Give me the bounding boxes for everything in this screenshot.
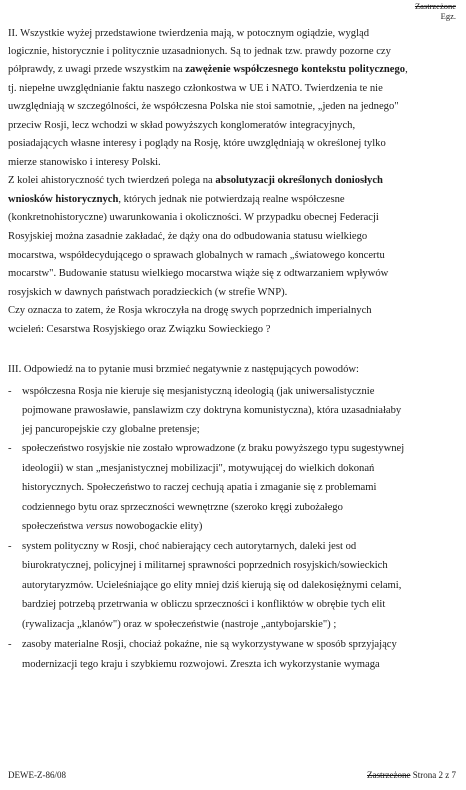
text-run: posiadających własne interesy i poglądy na Rosję, które uwzględniają w określonej tylko: [8, 138, 386, 149]
section-3-line: [8, 362, 359, 378]
text-run: wniosków historycznych: [8, 194, 119, 205]
text-run: system polityczny w Rosji, choć nabierający cech autorytarnych, daleki jest od: [22, 541, 357, 552]
text-run: bardziej potrzebą przetrwania w obliczu sprzeczności i konfliktów w obrębie tych elit: [22, 599, 386, 610]
text-run: przeciw Rosji, lecz wchodzi w skład powyższych konglomeratów integracyjnych,: [8, 120, 356, 131]
text-run: (rywalizacja „klanów") oraz w społeczeństwie (nastroje „antybojarskie") ;: [22, 619, 337, 630]
section-2-line: [8, 322, 270, 338]
section-3-line: [22, 461, 374, 477]
section-2-line: [8, 229, 367, 245]
section-2-line: [8, 155, 161, 171]
section-2-line: [8, 266, 388, 282]
list-dash: [8, 539, 12, 555]
text-run: , których jednak nie potwierdzają realne współczesne: [118, 194, 345, 205]
text-run: -: [8, 541, 12, 552]
text-run: wcieleń: Cesarstwa Rosyjskiego oraz Związku Sowieckiego ?: [8, 324, 271, 335]
text-run: historycznych. Społeczeństwo to raczej cechują apatia i zmaganie się z problemami: [22, 482, 377, 493]
section-2-line: [8, 285, 287, 301]
section-2-line: [8, 118, 355, 134]
footer-classification: Zastrzeżone: [367, 770, 411, 780]
section-3-line: [22, 578, 401, 594]
text-run: -: [8, 639, 12, 650]
list-dash: [8, 441, 12, 457]
text-run: mocarstw". Budowanie statusu wielkiego mocarstwa wiąże się z odtwarzaniem wpływów: [8, 268, 389, 279]
section-2-line: [8, 173, 383, 189]
section-3-line: [22, 500, 343, 516]
text-run: półprawdy, z uwagi przede wszystkim na: [8, 64, 186, 75]
section-2-line: [8, 248, 385, 264]
text-run: -: [8, 443, 12, 454]
section-3-line: [22, 384, 374, 400]
list-dash: [8, 637, 12, 653]
section-3-line: [22, 558, 388, 574]
section-3-line: [22, 637, 397, 653]
text-run: zasoby materialne Rosji, chociaż pokaźne, nie są wykorzystywane w sposób sprzyjający: [22, 639, 397, 650]
section-3-line: [22, 539, 356, 555]
text-run: nowobogackie elity): [112, 521, 203, 532]
section-2-line: [8, 26, 369, 42]
section-2-line: [8, 210, 379, 226]
section-3-line: [22, 597, 385, 613]
text-run: autorytaryzmów. Ucieleśniające go elity mniej dziś kierują się od dalekosiężnymi celami,: [22, 580, 402, 591]
text-run: mocarstwa, współdecydującego o sprawach globalnych w ramach „światowego koncertu: [8, 250, 385, 261]
section-2-line: [8, 136, 386, 152]
text-run: Rosyjskiej można zasadnie zakładać, że dąży ona do odbudowania statusu wielkiego: [8, 231, 368, 242]
text-run: II. Wszystkie wyżej przedstawione twierdzenia mają, w potocznym ogiądzie, wygląd: [8, 28, 370, 39]
section-3-line: [22, 441, 404, 457]
section-2-line: [8, 192, 345, 208]
text-run: tj. niepełne uwzględnianie faktu naszego członkostwa w UE i NATO. Twierdzenia te nie: [8, 83, 383, 94]
text-run: Z kolei ahistoryczność tych twierdzeń polega na: [8, 175, 216, 186]
text-run: modernizacji tego kraju i szybkiemu rozwojowi. Zreszta ich wykorzystanie wymaga: [22, 659, 380, 670]
copy-number-label: Egz.: [440, 11, 456, 21]
text-run: społeczeństwa: [22, 521, 86, 532]
text-run: współczesna Rosja nie kieruje się mesjanistyczną ideologią (jak uniwersalistycznie: [22, 386, 375, 397]
document-id: DEWE-Z-86/08: [8, 770, 66, 780]
section-2-line: [8, 99, 399, 115]
section-3-line: [22, 617, 336, 633]
section-3-line: [22, 519, 202, 535]
text-run: versus: [85, 521, 113, 532]
text-run: logicznie, historycznie i politycznie uzasadnionych. Są to jednak tzw. prawdy pozorne czy: [8, 46, 391, 57]
text-run: codziennego bytu oraz sprzeczności wewnętrzne (szeroko kręgi zubożałego: [22, 502, 343, 513]
section-3-line: [22, 657, 380, 673]
page-header: [415, 1, 456, 21]
text-run: (konkretnohistoryczne) uwarunkowania i okoliczności. W przypadku obecnej Federacji: [8, 212, 379, 223]
section-3-line: [22, 422, 200, 438]
list-dash: [8, 384, 12, 400]
text-run: społeczeństwo rosyjskie nie zostało wprowadzone (z braku powyższego typu sugestywnej: [22, 443, 405, 454]
text-run: zawężenie współczesnego kontekstu politycznego: [185, 64, 406, 75]
page-number: Strona 2 z 7: [412, 770, 456, 780]
text-run: uwzględniają w szczególności, że współczesna Polska nie stoi samotnie, „jeden na jednego": [8, 101, 399, 112]
text-run: -: [8, 386, 12, 397]
section-2-line: [8, 303, 372, 319]
text-run: mierze stanowisko i interesy Polski.: [8, 157, 161, 168]
text-run: jej pancuropejskie czy globalne pretensje;: [22, 424, 200, 435]
text-run: rosyjskich w dawnych państwach poradzieckich (w strefie WNP).: [8, 287, 288, 298]
text-run: ,: [405, 64, 408, 75]
text-run: absolutyzacji określonych doniosłych: [215, 175, 383, 186]
text-run: III. Odpowiedź na to pytanie musi brzmieć negatywnie z następujących powodów:: [8, 364, 359, 375]
text-run: ideologii) w stan „mesjanistycznej mobilizacji", motywującej do wielkich dokonań: [22, 463, 375, 474]
section-2-line: [8, 62, 408, 78]
section-2-line: [8, 44, 391, 60]
section-2-line: [8, 81, 383, 97]
section-3-line: [22, 403, 401, 419]
classification-stamp: Zastrzeżone: [414, 1, 456, 11]
section-3-line: [22, 480, 376, 496]
text-run: Czy oznacza to zatem, że Rosja wkroczyła na drogę swych poprzednich imperialnych: [8, 305, 372, 316]
text-run: biurokratycznej, policyjnej i militarnej sprawności poprzednich rosyjskich/sowieckich: [22, 560, 388, 571]
text-run: pojmowane prawosławie, panslawizm czy doktryna komunistyczna), która uzasadniałaby: [22, 405, 402, 416]
footer-right: [367, 767, 456, 783]
